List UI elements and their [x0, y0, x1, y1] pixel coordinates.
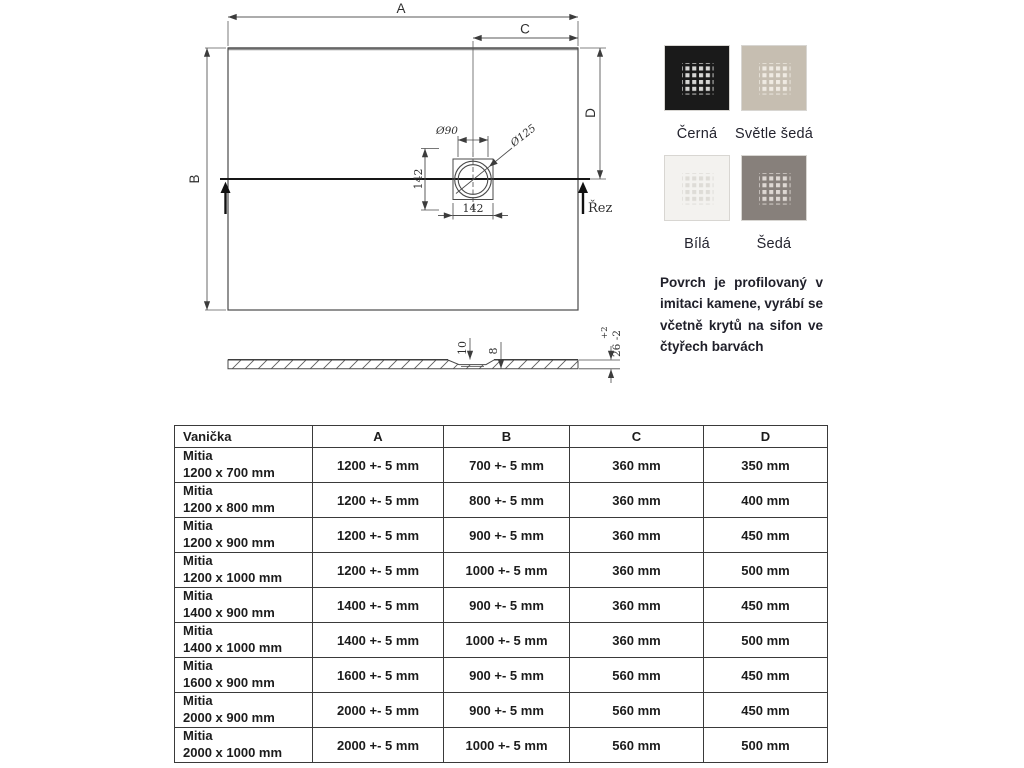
- col-header-product: Vanička: [175, 426, 313, 448]
- color-label-svetle-seda: Světle šedá: [735, 126, 813, 142]
- recess-width-label: 10: [456, 341, 469, 355]
- table-row: [175, 623, 828, 658]
- technical-drawing: [180, 0, 630, 405]
- dim-a-cell: 2000 +- 5 mm: [313, 728, 444, 763]
- table-row: [175, 658, 828, 693]
- table-row: [175, 728, 828, 763]
- swatch-seda: [741, 155, 807, 265]
- color-swatches: [664, 45, 813, 265]
- dim-b-cell: 1000 +- 5 mm: [444, 553, 570, 588]
- dim-a-cell: 2000 +- 5 mm: [313, 693, 444, 728]
- dim-b-cell: 700 +- 5 mm: [444, 448, 570, 483]
- dim-c-label: C: [520, 21, 530, 37]
- drain-detail: [412, 122, 539, 219]
- drain-cover-preview-svetle-seda: [741, 45, 807, 111]
- dim-a-cell: 1200 +- 5 mm: [313, 518, 444, 553]
- dim-a-cell: 1200 +- 5 mm: [313, 448, 444, 483]
- dim-d-cell: 500 mm: [704, 728, 828, 763]
- drain-cover-preview-seda: [741, 155, 807, 221]
- table-row: [175, 518, 828, 553]
- dim-a-cell: 1600 +- 5 mm: [313, 658, 444, 693]
- recess-depth-label: 8: [487, 347, 500, 355]
- table-row: [175, 693, 828, 728]
- dim-a-cell: 1200 +- 5 mm: [313, 553, 444, 588]
- dim-b-cell: 900 +- 5 mm: [444, 693, 570, 728]
- dim-d-cell: 400 mm: [704, 483, 828, 518]
- swatch-bila: [664, 155, 730, 265]
- color-label-bila: Bílá: [684, 236, 710, 252]
- table-row: [175, 483, 828, 518]
- color-label-cerna: Černá: [676, 126, 718, 142]
- dim-b-cell: 900 +- 5 mm: [444, 588, 570, 623]
- product-cell: Mitia 1200 x 800 mm: [175, 483, 313, 518]
- product-cell: Mitia 2000 x 900 mm: [175, 693, 313, 728]
- dim-c-cell: 560 mm: [570, 658, 704, 693]
- drain-square-height-label: 142: [412, 168, 425, 190]
- swatch-svetle-seda: [735, 45, 813, 155]
- section-view: [228, 326, 623, 383]
- thickness-value-label: 26 -2: [611, 330, 623, 357]
- dim-d-cell: 450 mm: [704, 518, 828, 553]
- dim-a-cell: 1200 +- 5 mm: [313, 483, 444, 518]
- drain-inner-diameter-label: Ø90: [436, 125, 458, 137]
- dim-d: [580, 48, 606, 179]
- dim-d-cell: 350 mm: [704, 448, 828, 483]
- dim-b-cell: 1000 +- 5 mm: [444, 728, 570, 763]
- section-cut-label: Řez: [588, 201, 613, 216]
- product-cell: Mitia 1200 x 1000 mm: [175, 553, 313, 588]
- dim-c-cell: 560 mm: [570, 728, 704, 763]
- table-row: [175, 448, 828, 483]
- table-header-row: [175, 426, 828, 448]
- product-cell: Mitia 1400 x 900 mm: [175, 588, 313, 623]
- surface-note: Povrch je profilovaný v imitaci kamene, vyrábí se včetně krytů na sifon ve čtyřech barvách: [660, 275, 823, 354]
- table-row: [175, 588, 828, 623]
- dim-b-label: B: [187, 174, 202, 184]
- dim-b-cell: 800 +- 5 mm: [444, 483, 570, 518]
- dim-c-cell: 360 mm: [570, 483, 704, 518]
- dim-d-cell: 450 mm: [704, 693, 828, 728]
- thickness-upper-tolerance-label: +2: [600, 326, 610, 339]
- drain-cover-preview-cerna: [664, 45, 730, 111]
- drain-cover-preview-bila: [664, 155, 730, 221]
- dim-c-cell: 360 mm: [570, 448, 704, 483]
- table-row: [175, 553, 828, 588]
- dim-d-cell: 500 mm: [704, 553, 828, 588]
- col-header-d: D: [704, 426, 828, 448]
- dim-b-cell: 900 +- 5 mm: [444, 518, 570, 553]
- dim-c-cell: 360 mm: [570, 588, 704, 623]
- profile-slab: [228, 360, 578, 369]
- dim-a-cell: 1400 +- 5 mm: [313, 623, 444, 658]
- dim-d-cell: 450 mm: [704, 588, 828, 623]
- dim-a-cell: 1400 +- 5 mm: [313, 588, 444, 623]
- col-header-c: C: [570, 426, 704, 448]
- product-cell: Mitia 1200 x 700 mm: [175, 448, 313, 483]
- cut-arrow-right: [578, 182, 588, 193]
- product-cell: Mitia 1600 x 900 mm: [175, 658, 313, 693]
- dim-d-cell: 450 mm: [704, 658, 828, 693]
- dim-d-cell: 500 mm: [704, 623, 828, 658]
- dim-b-cell: 1000 +- 5 mm: [444, 623, 570, 658]
- product-cell: Mitia 1200 x 900 mm: [175, 518, 313, 553]
- product-cell: Mitia 1400 x 1000 mm: [175, 623, 313, 658]
- drain-outer-diameter-label: Ø125: [508, 122, 539, 150]
- dim-b-cell: 900 +- 5 mm: [444, 658, 570, 693]
- dim-d-label: D: [583, 108, 598, 118]
- color-label-seda: Šedá: [756, 236, 792, 252]
- dim-c-cell: 360 mm: [570, 518, 704, 553]
- cut-arrow-left: [221, 182, 231, 193]
- dim-c-cell: 560 mm: [570, 693, 704, 728]
- dim-c-cell: 360 mm: [570, 553, 704, 588]
- dim-c-cell: 360 mm: [570, 623, 704, 658]
- swatch-cerna: [664, 45, 730, 155]
- col-header-b: B: [444, 426, 570, 448]
- product-cell: Mitia 2000 x 1000 mm: [175, 728, 313, 763]
- col-header-a: A: [313, 426, 444, 448]
- dim-a-label: A: [396, 1, 406, 16]
- drain-square-width-label: 142: [462, 202, 484, 215]
- spec-table: [174, 425, 828, 763]
